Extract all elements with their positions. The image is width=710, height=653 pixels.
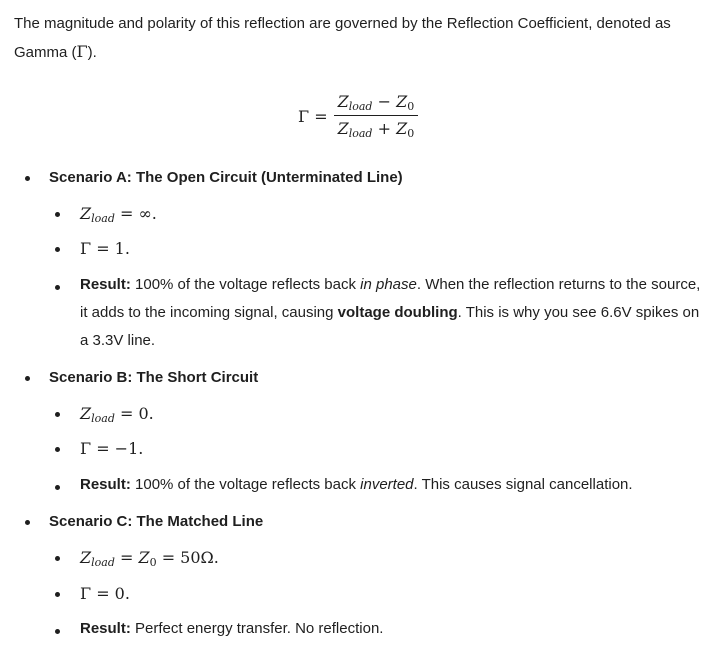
formula-fraction	[334, 92, 419, 140]
scenario-c-impedance: $Z_{load} = Z_0 = 50\Omega$.	[80, 548, 219, 569]
intro-text-end: ).	[87, 44, 97, 61]
gamma-symbol: Γ	[76, 42, 88, 61]
list-bullet	[25, 176, 30, 181]
list-bullet	[25, 520, 30, 525]
list-bullet	[55, 629, 60, 634]
intro-text: The magnitude and polarity of this reflection are governed by the Reflection Coefficient, denoted as Gamma (	[14, 15, 671, 61]
list-bullet	[55, 412, 60, 417]
formula-denominator: $Z_{load} + Z_0$	[334, 115, 419, 140]
scenario-b-result: Result: 100% of the voltage reflects back inverted. This causes signal cancellation.	[80, 476, 633, 493]
scenario-a-title: Scenario A: The Open Circuit (Unterminated Line)	[49, 169, 403, 186]
scenario-b-gamma: Γ = −1.	[80, 439, 144, 458]
list-bullet	[55, 247, 60, 252]
scenario-b-title: Scenario B: The Short Circuit	[49, 369, 259, 386]
scenario-c-result: Result: Perfect energy transfer. No reflection.	[80, 620, 384, 637]
scenario-a-result: Result: 100% of the voltage reflects back in phase. When the reflection returns to the source, it adds to the incoming signal, causing voltage doubling. This is why you see 6.6V spikes on a 3.3V line.	[80, 276, 701, 349]
list-bullet	[55, 447, 60, 452]
reflection-coefficient-formula	[298, 92, 418, 140]
list-bullet	[55, 556, 60, 561]
list-bullet	[55, 285, 60, 290]
scenario-c-gamma: Γ = 0.	[80, 584, 130, 603]
scenario-b-impedance: $Z_{load} = 0$.	[80, 404, 154, 425]
formula-lhs: Γ =	[298, 106, 328, 126]
list-bullet	[55, 212, 60, 217]
list-bullet	[55, 485, 60, 490]
formula-numerator: $Z_{load} - Z_0$	[337, 92, 415, 113]
scenario-c-title: Scenario C: The Matched Line	[49, 513, 264, 530]
scenario-a-impedance: $Z_{load}$ = ∞.	[80, 204, 157, 225]
intro-paragraph	[14, 10, 694, 67]
list-bullet	[55, 592, 60, 597]
list-bullet	[25, 376, 30, 381]
scenario-a-gamma: Γ = 1.	[80, 239, 130, 258]
